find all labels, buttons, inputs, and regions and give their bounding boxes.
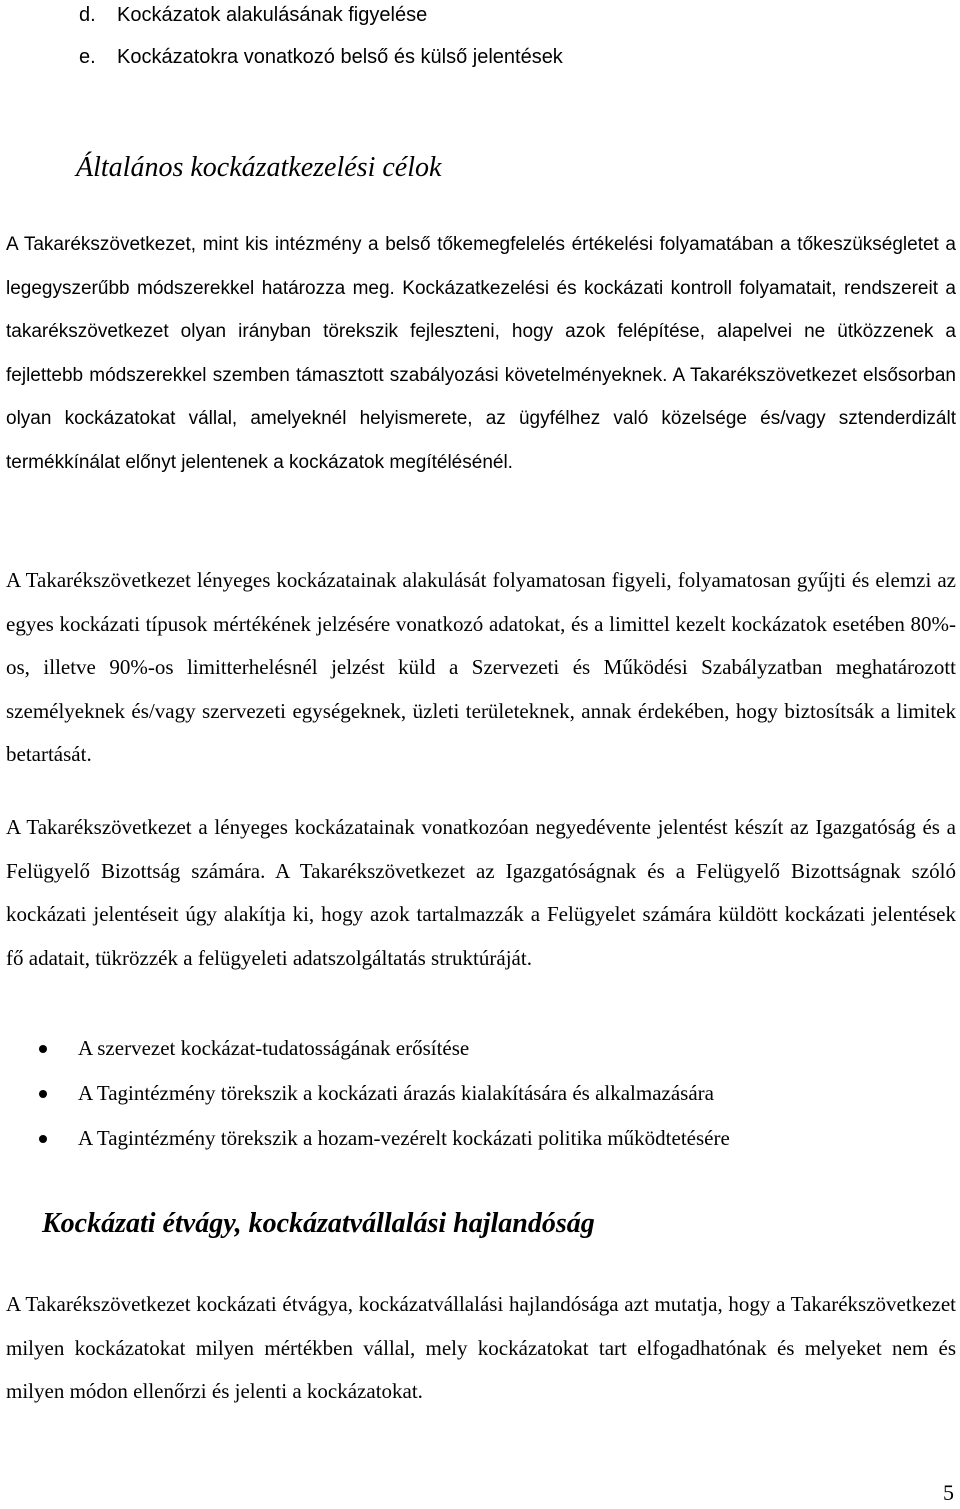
paragraph-risk-management: A Takarékszövetkezet, mint kis intézmény a belső tőkemegfelelés értékelési folyamatában a tőkeszükségletet a legegyszerűbb módszerekkel határozza meg. Kockázatkezelési és kockázati kontroll folyamatait, rendszereit a takarékszövetkezet olyan irányban törekszik fejleszteni, hogy azok felépítése, alapelvei ne ütközzenek a fejlettebb módszerekkel szemben támasztott szabályozási követelményeknek. A Takarékszövetkezet elsősorban olyan kockázatokat vállal, amelyeknél helyismerete, az ügyfélhez való közelsége és/vagy sztenderdizált termékkínálat előnyt jelentenek a kockázatok megítélésénél. [6,234,956,473]
paragraph-risk-appetite: A Takarékszövetkezet kockázati étvágya, kockázatvállalási hajlandósága azt mutatja, hogy a Takarékszövetkezet milyen kockázatokat milyen mértékben vállal, mely kockázatokat tart elfogadhatónak és melyeket nem és milyen módon ellenőrzi és jelenti a kockázatokat. [6,1292,956,1404]
list-item-text: Kockázatok alakulásának figyelése [117,4,428,26]
list-item [79,36,563,78]
bullet-icon [0,1045,78,1053]
page-number: 5 [943,1480,954,1505]
bullet-icon [0,1135,78,1143]
bullet-item [0,1026,730,1071]
bullet-item [0,1116,730,1161]
section-heading-general-goals: Általános kockázatkezelési célok [76,152,442,183]
top-list [79,0,563,78]
bullet-text: A szervezet kockázat-tudatosságának erősítése [78,1036,470,1060]
bullet-item [0,1071,730,1116]
bullet-icon [0,1090,78,1098]
list-item [79,0,563,36]
list-item-text: Kockázatokra vonatkozó belső és külső jelentések [117,46,563,68]
section-heading-risk-appetite: Kockázati étvágy, kockázatvállalási hajlandóság [42,1208,595,1239]
list-marker: d. [79,4,96,26]
paragraph-risk-reporting: A Takarékszövetkezet a lényeges kockázatainak vonatkozóan negyedévente jelentést készít az Igazgatóság és a Felügyelő Bizottság számára. A Takarékszövetkezet az Igazgatóságnak és a Felügyelő Bizottságnak szóló kockázati jelentéseit úgy alakítja ki, hogy azok tartalmazzák a Felügyelet számára küldött kockázati jelentések fő adatait, tükrözzék a felügyeleti adatszolgáltatás struktúráját. [6,815,956,970]
goals-bullet-list [0,1026,730,1161]
paragraph-risk-monitoring: A Takarékszövetkezet lényeges kockázatainak alakulását folyamatosan figyeli, folyamatosan gyűjti és elemzi az egyes kockázati típusok mértékének jelzésére vonatkozó adatokat, és a limittel kezelt kockázatok esetében 80%-os, illetve 90%-os limitterhelésnél jelzést küld a Szervezeti és Működési Szabályzatban meghatározott személyeknek és/vagy szervezeti egységeknek, üzleti területeknek, annak érdekében, hogy biztosítsák a limitek betartását. [6,568,956,767]
bullet-text: A Tagintézmény törekszik a kockázati árazás kialakítására és alkalmazására [78,1081,714,1105]
list-marker: e. [79,46,96,68]
bullet-text: A Tagintézmény törekszik a hozam-vezérelt kockázati politika működtetésére [78,1126,730,1150]
